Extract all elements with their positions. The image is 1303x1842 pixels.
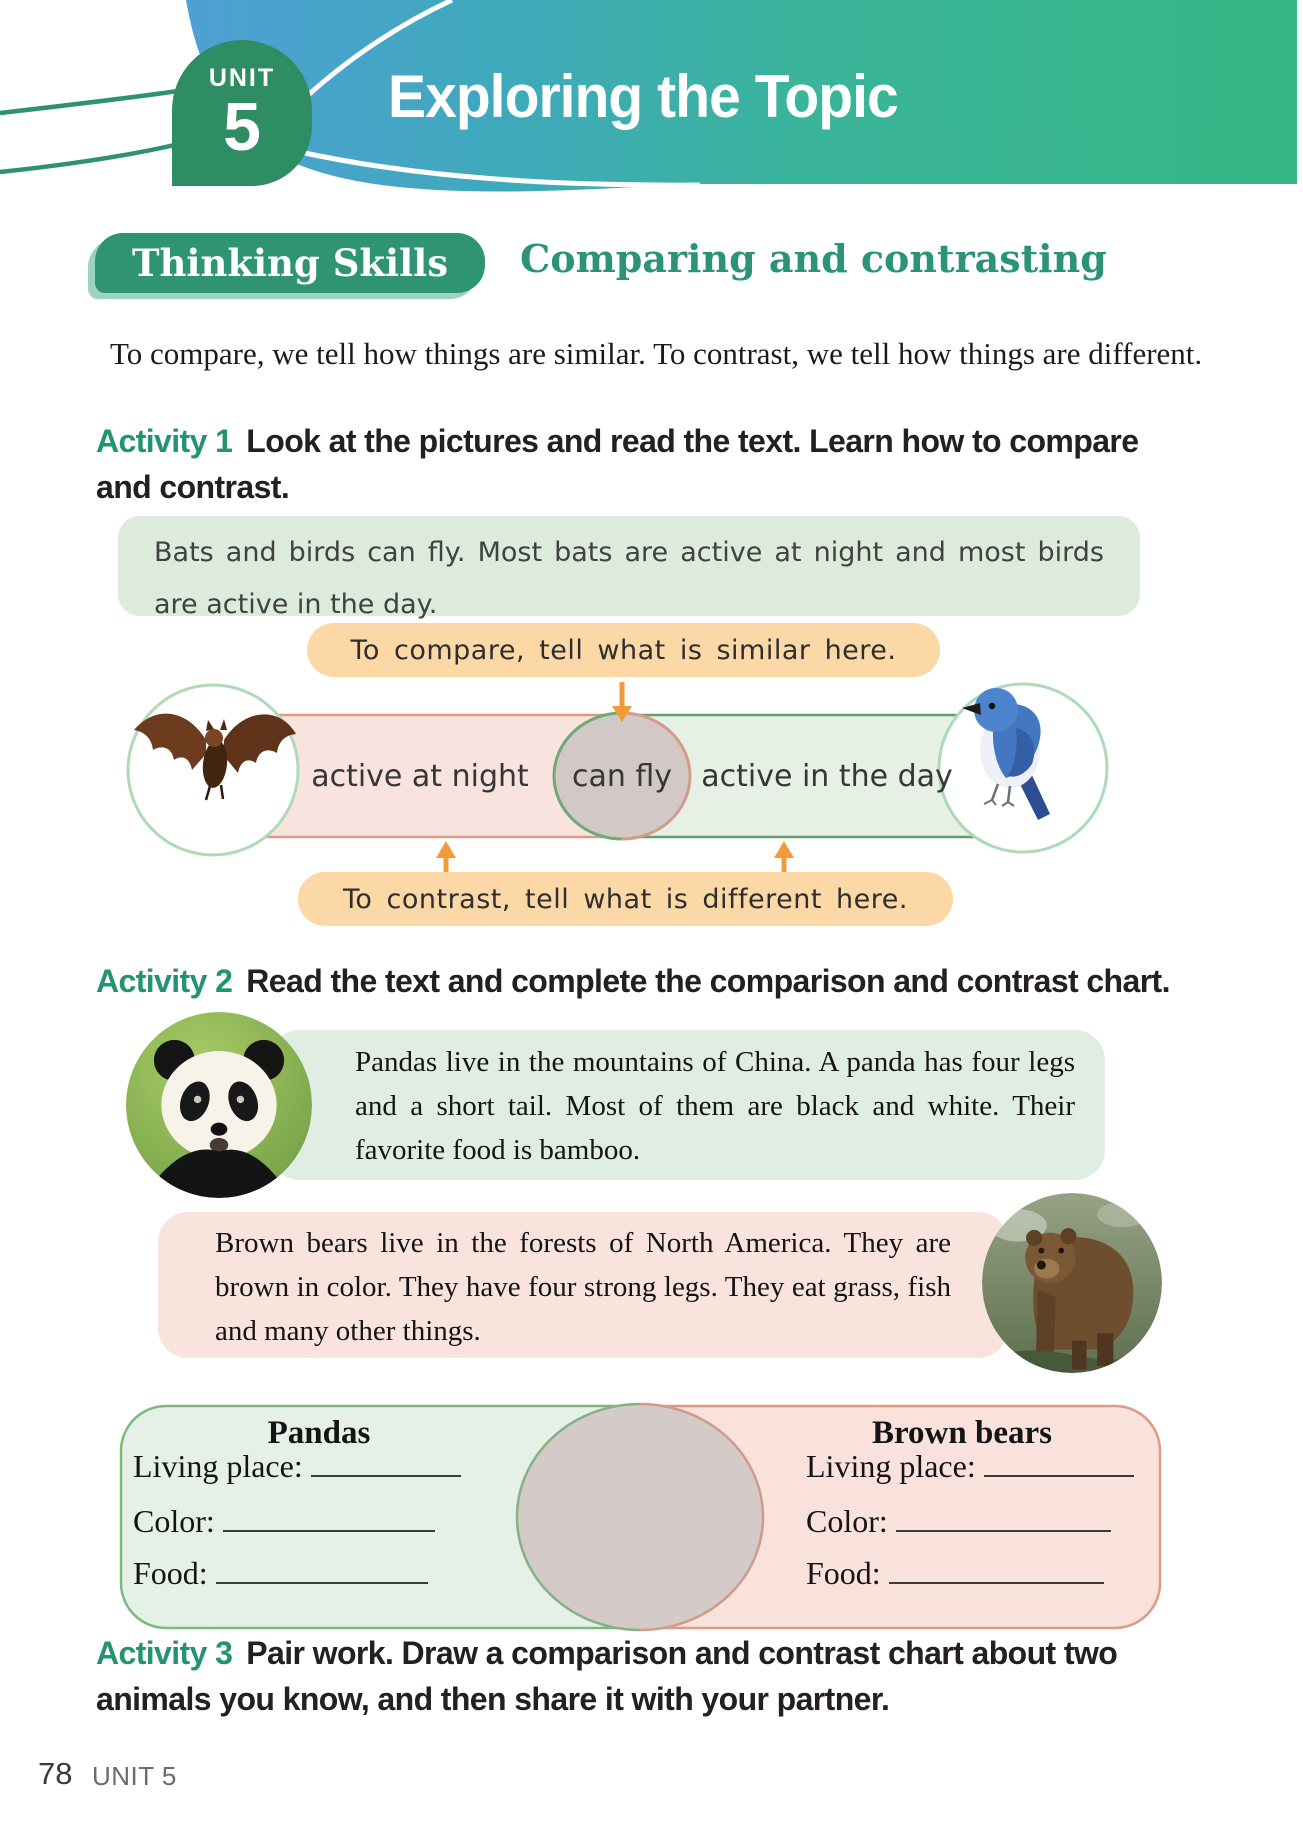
arrow-up-left-icon (436, 841, 456, 872)
activity2-heading (96, 958, 1181, 1004)
color-blank-left (223, 1498, 435, 1532)
compare-tip-bubble (307, 623, 940, 677)
color-label: Color: (133, 1503, 215, 1539)
unit-word: UNIT (208, 63, 276, 92)
bear-passage-text: Brown bears live in the forests of North America. They are brown in color. They have four strong legs. They eat grass, fish and many other things. (215, 1227, 951, 1347)
activity3-instruction: Pair work. Draw a comparison and contrast chart about two animals you know, and then share it with your partner. (96, 1635, 1118, 1717)
panda-photo (126, 1012, 312, 1198)
decor-line-green-upper (0, 90, 185, 113)
field-living-place-right (806, 1443, 1134, 1485)
arrow-up-right-icon (774, 841, 794, 872)
field-color-right (806, 1498, 1111, 1540)
food-label: Food: (806, 1555, 881, 1591)
color-blank-right (896, 1498, 1111, 1532)
living-place-label: Living place: (133, 1448, 303, 1484)
footer-unit-label: UNIT 5 (92, 1761, 177, 1791)
panda-passage-box (270, 1030, 1105, 1180)
activity3-heading (96, 1630, 1181, 1722)
food-blank-left (216, 1550, 428, 1584)
thinking-skills-label: Thinking Skills (131, 241, 449, 285)
color-label: Color: (806, 1503, 888, 1539)
contrast-tip-bubble (298, 872, 953, 926)
chart-left-title: Pandas (267, 1415, 371, 1451)
activity1-heading (96, 418, 1181, 510)
venn-middle-label: can fly (571, 758, 673, 794)
compare-tip-text: To compare, tell what is similar here. (350, 634, 897, 666)
living-place-blank-left (311, 1443, 461, 1477)
living-place-blank-right (984, 1443, 1134, 1477)
field-food-left (133, 1550, 428, 1592)
footer-page-number: 78 (38, 1756, 73, 1791)
bats-passage-text: Bats and birds can fly. Most bats are active at night and most birds are active in the day. (154, 537, 1104, 620)
unit-number: 5 (223, 88, 261, 165)
chart-right-title: Brown bears (872, 1415, 1052, 1451)
field-color-left (133, 1498, 435, 1540)
page-title: Exploring the Topic (388, 63, 898, 130)
unit-badge (172, 40, 312, 186)
venn-right-label: active in the day (701, 758, 953, 794)
brown-bear-photo (982, 1193, 1162, 1373)
food-label: Food: (133, 1555, 208, 1591)
intro-text: To compare, we tell how things are similar. To contrast, we tell how things are different. (110, 336, 1203, 371)
activity1-label: Activity 1 (96, 423, 233, 459)
contrast-tip-text: To contrast, tell what is different here. (343, 883, 908, 915)
venn-left-label: active at night (311, 758, 529, 794)
decor-line-green-lower (0, 140, 195, 172)
field-living-place-left (133, 1443, 461, 1485)
bats-passage-box (118, 516, 1140, 620)
activity2-instruction: Read the text and complete the comparison and contrast chart. (246, 963, 1170, 999)
field-food-right (806, 1550, 1104, 1592)
thinking-skills-subtitle: Comparing and contrasting (520, 236, 1107, 281)
comparison-chart (80, 1395, 1220, 1640)
bear-passage-box (158, 1212, 1008, 1358)
activity1-instruction: Look at the pictures and read the text. Learn how to compare and contrast. (96, 423, 1139, 505)
activity3-label: Activity 3 (96, 1635, 233, 1671)
activity2-label: Activity 2 (96, 963, 233, 999)
venn-diagram (100, 610, 1130, 945)
thinking-skills-badge (95, 233, 485, 293)
panda-passage-text: Pandas live in the mountains of China. A panda has four legs and a short tail. Most of them are black and white. Their favorite food is bamboo. (355, 1046, 1075, 1166)
living-place-label: Living place: (806, 1448, 976, 1484)
food-blank-right (889, 1550, 1104, 1584)
